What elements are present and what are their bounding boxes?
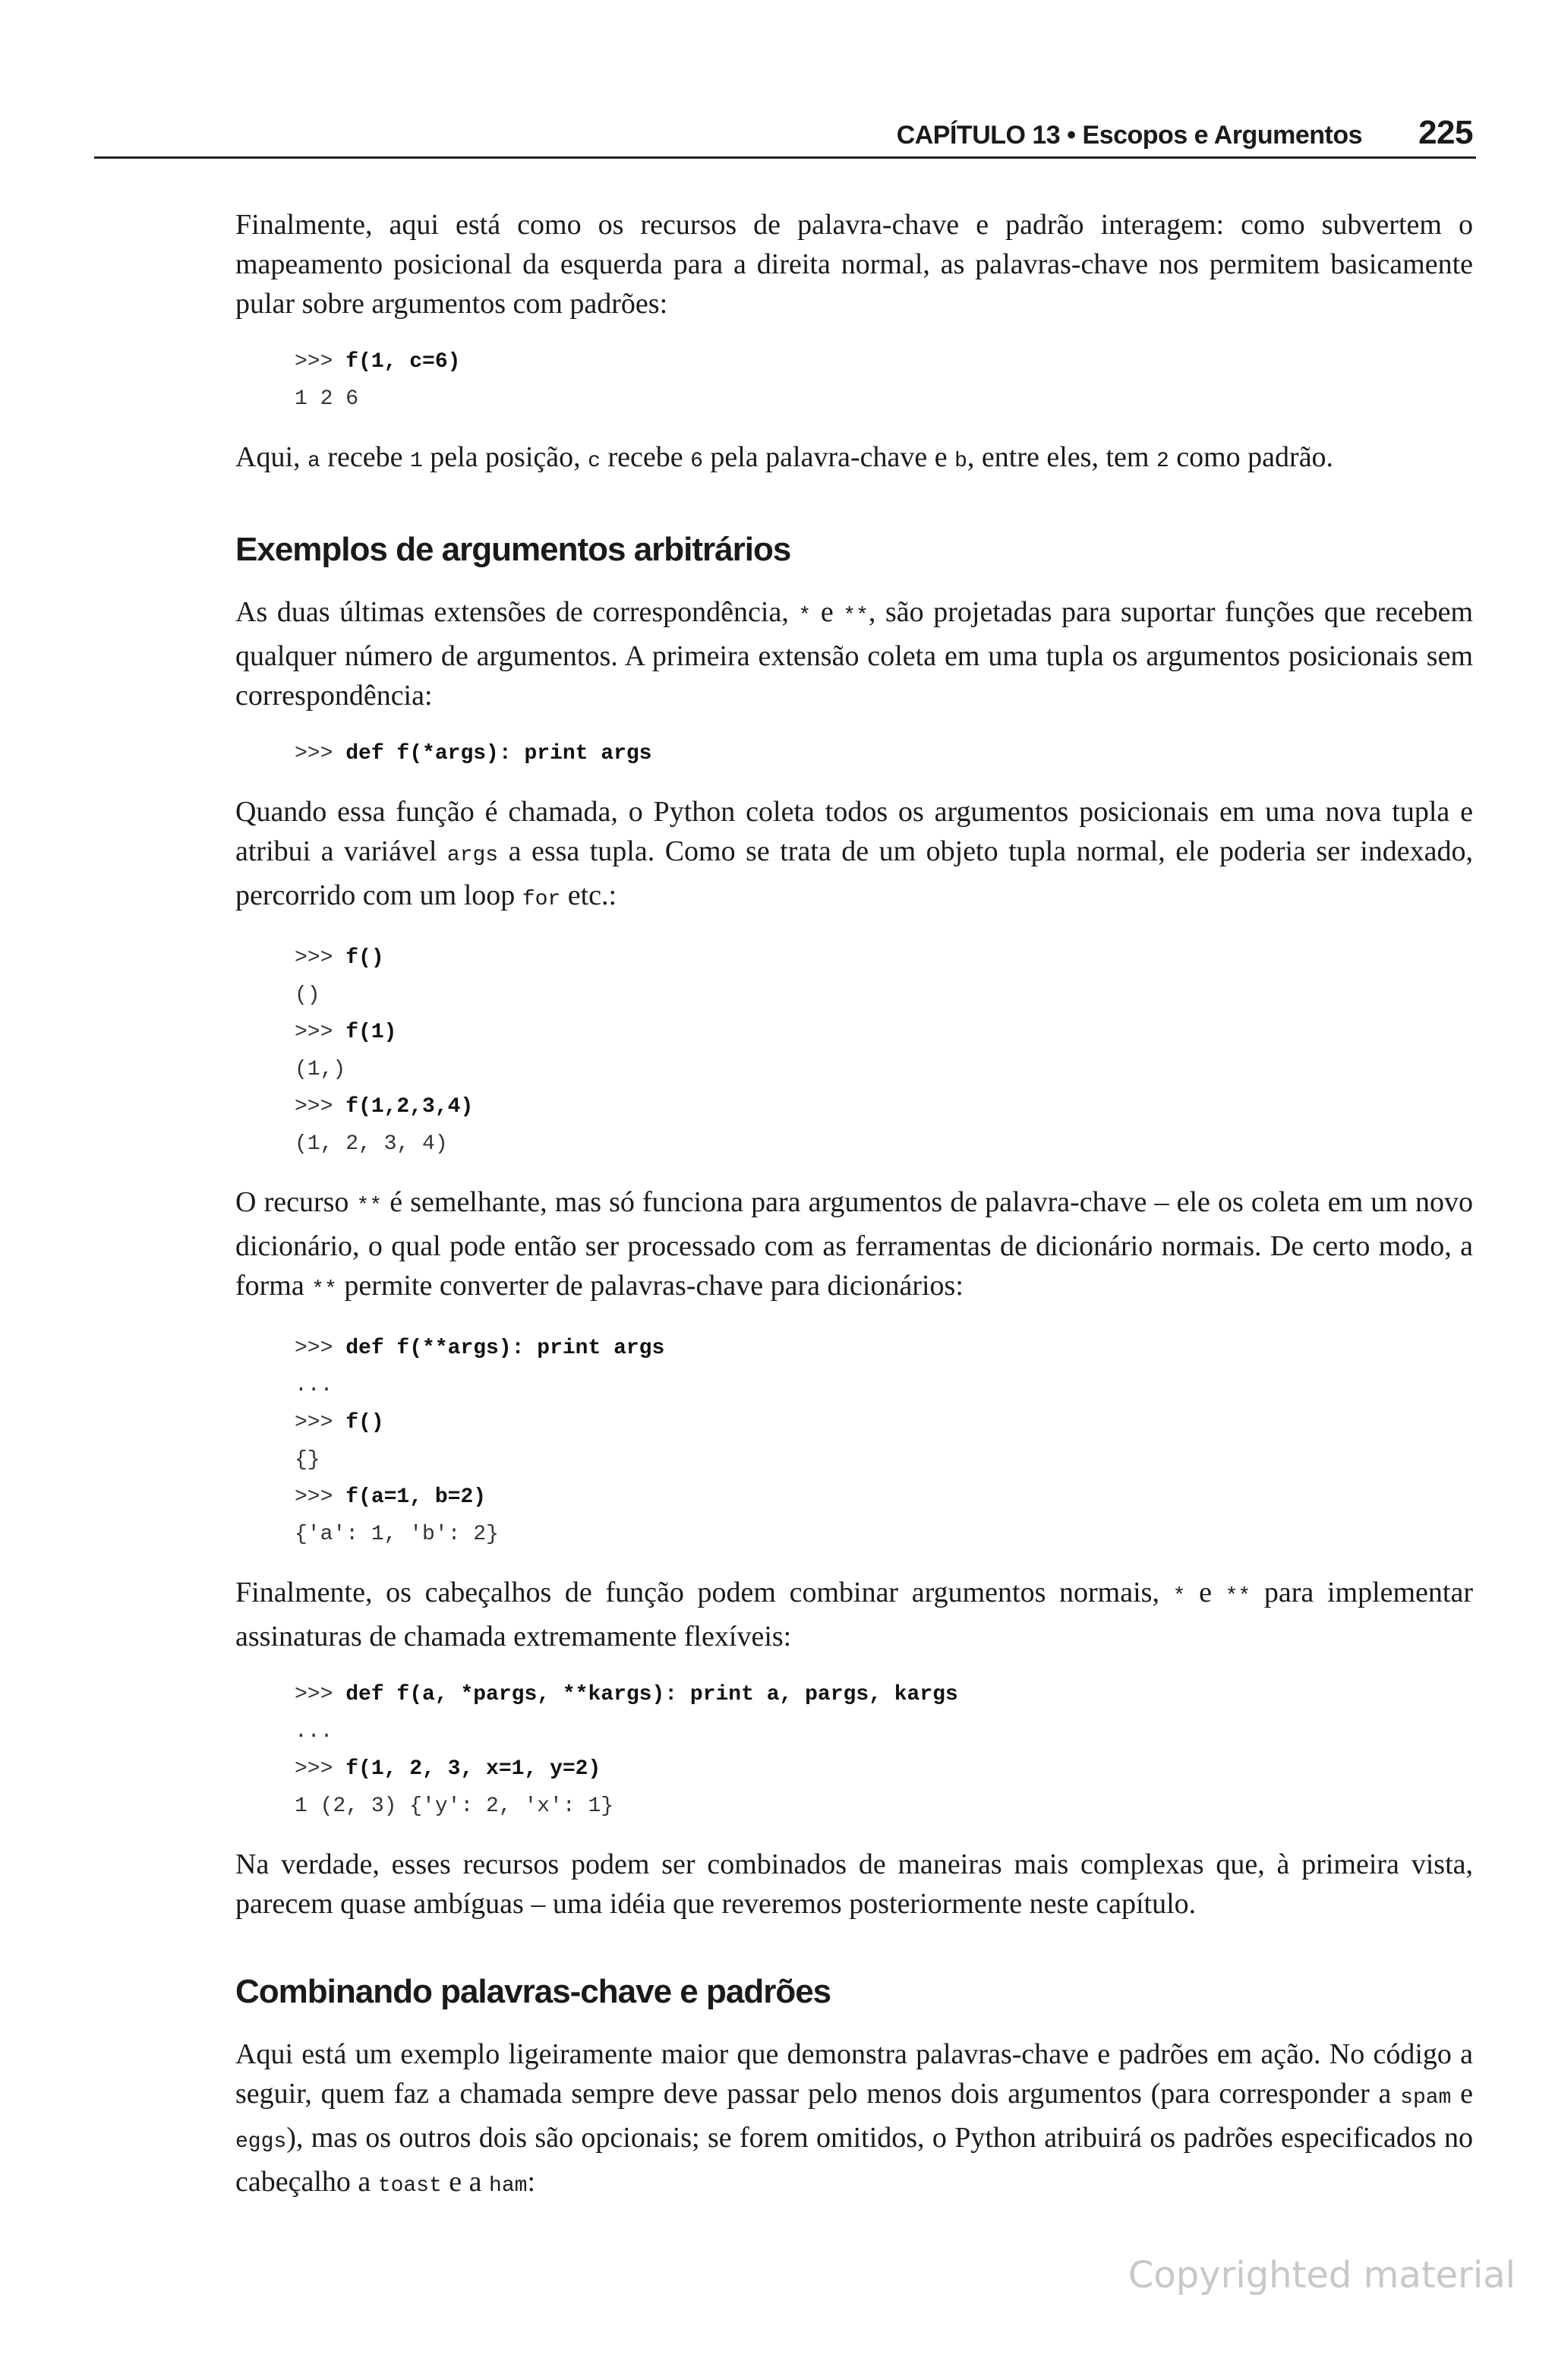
section-heading-arbitrary-args: Exemplos de argumentos arbitrários — [235, 531, 791, 568]
code-command: f(1) — [345, 1021, 397, 1044]
code-line — [295, 1367, 1473, 1404]
code-block — [295, 939, 1473, 1163]
paragraph-keywords-defaults: Finalmente, aqui está como os recursos de palavra-chave e padrão interagem: como subvertem o mapeamento posicional da esquerda para a direita normal, as palavras-chave nos permitem basicamente pular sobre argumentos com padrões: — [235, 209, 1473, 320]
code-command: f(1,2,3,4) — [345, 1095, 474, 1119]
page-number: 225 — [1418, 114, 1473, 151]
code-line — [295, 735, 1473, 772]
code-line — [295, 1676, 1473, 1713]
code-output: 1 (2, 3) {'y': 2, 'x': 1} — [295, 1794, 614, 1818]
code-command: def f(*args): print args — [345, 742, 652, 765]
repl-prompt: >>> — [295, 742, 346, 765]
code-block — [295, 735, 1473, 772]
repl-prompt: >>> — [295, 1485, 346, 1509]
code-line — [295, 1516, 1473, 1553]
code-output: {'a': 1, 'b': 2} — [295, 1523, 499, 1546]
paragraph-a-b-c-explanation: Aqui, a recebe 1 pela posição, c recebe 6 pela palavra-chave e b, entre eles, tem 2 como padrão. — [235, 441, 1334, 473]
code-command: f(1, 2, 3, x=1, y=2) — [345, 1757, 601, 1781]
code-line — [295, 1479, 1473, 1516]
code-line — [295, 1750, 1473, 1788]
code-line — [295, 977, 1473, 1014]
repl-prompt: >>> — [295, 350, 346, 374]
code-line — [295, 1014, 1473, 1051]
code-block — [295, 343, 1473, 418]
code-output: 1 2 6 — [295, 387, 359, 411]
paragraph-double-star: O recurso ** é semelhante, mas só funciona para argumentos de palavra-chave – ele os coleta em um novo dicionário, o qual pode então ser processado com as ferramentas de dicionário normais. De certo modo, a forma ** permite converter de palavras-chave para dicionários: — [235, 1186, 1473, 1302]
code-line — [295, 343, 1473, 380]
chapter-title: CAPÍTULO 13 • Escopos e Argumentos — [896, 121, 1362, 150]
code-command: f(a=1, b=2) — [345, 1485, 487, 1509]
repl-prompt: >>> — [295, 1337, 346, 1360]
paragraph-larger-example: Aqui está um exemplo ligeiramente maior que demonstra palavras-chave e padrões em ação. No código a seguir, quem faz a chamada sempre deve passar pelo menos dois argumentos (para corresponder a spam e eggs), mas os outros dois são opcionais; se forem omitidos, o Python atribuirá os padrões especificados no cabeçalho a toast e a ham: — [235, 2038, 1473, 2198]
repl-prompt: >>> — [295, 1095, 346, 1119]
code-command: f() — [345, 1411, 384, 1435]
code-line — [295, 1088, 1473, 1125]
code-command: def f(a, *pargs, **kargs): print a, pargs, kargs — [345, 1683, 958, 1706]
paragraph-combined-headers: Finalmente, os cabeçalhos de função podem combinar argumentos normais, * e ** para implementar assinaturas de chamada extremamente flexíveis: — [235, 1577, 1473, 1652]
code-block — [295, 1676, 1473, 1825]
code-line — [295, 380, 1473, 418]
code-block — [295, 1330, 1473, 1553]
paragraph-args-tuple: Quando essa função é chamada, o Python coleta todos os argumentos posicionais em uma nova tupla e atribui a variável args a essa tupla. Como se trata de um objeto tupla normal, ele poderia ser indexado, percorrido com um loop for etc.: — [235, 796, 1473, 911]
code-line — [295, 1441, 1473, 1479]
repl-prompt: >>> — [295, 1021, 346, 1044]
code-command: f(1, c=6) — [345, 350, 461, 374]
code-line — [295, 1051, 1473, 1088]
code-line — [295, 1713, 1473, 1750]
running-head — [94, 106, 1476, 159]
paragraph-ambiguity-note: Na verdade, esses recursos podem ser combinados de maneiras mais complexas que, à primeira vista, parecem quase ambíguas – uma idéia que reveremos posteriormente neste capítulo. — [235, 1848, 1473, 1920]
paragraph-star-extensions: As duas últimas extensões de correspondência, * e **, são projetadas para suportar funções que recebem qualquer número de argumentos. A primeira extensão coleta em uma tupla os argumentos posicionais sem correspondência: — [235, 596, 1473, 712]
code-command: def f(**args): print args — [345, 1337, 665, 1360]
code-output: (1,) — [295, 1058, 346, 1081]
copyright-watermark: Copyrighted material — [1128, 2254, 1516, 2296]
code-output: () — [295, 983, 320, 1007]
body-text — [235, 205, 1473, 2206]
section-heading-keywords-defaults: Combinando palavras-chave e padrões — [235, 1973, 831, 2010]
code-output: ... — [295, 1374, 333, 1397]
code-line — [295, 1404, 1473, 1441]
code-output: {} — [295, 1448, 320, 1472]
code-line — [295, 1330, 1473, 1367]
code-output: ... — [295, 1720, 333, 1744]
repl-prompt: >>> — [295, 946, 346, 970]
code-output: (1, 2, 3, 4) — [295, 1132, 448, 1156]
code-line — [295, 1125, 1473, 1163]
code-line — [295, 939, 1473, 977]
repl-prompt: >>> — [295, 1683, 346, 1706]
code-line — [295, 1788, 1473, 1825]
repl-prompt: >>> — [295, 1757, 346, 1781]
code-command: f() — [345, 946, 384, 970]
repl-prompt: >>> — [295, 1411, 346, 1435]
